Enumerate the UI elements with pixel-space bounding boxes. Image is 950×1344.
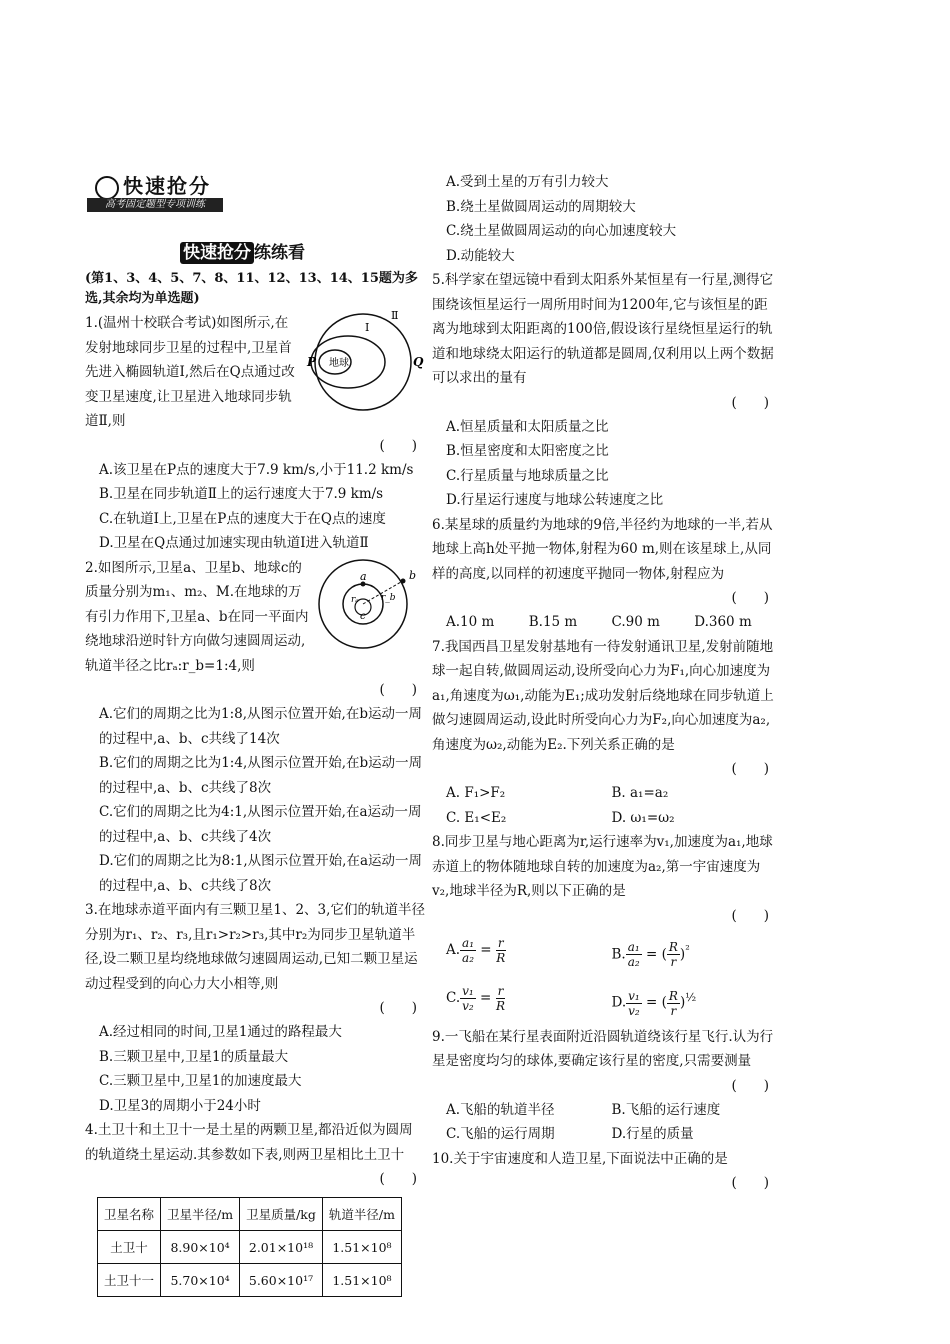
option-d: D. $\frac{\text{v₁}}{\text{v₂}}$ = ( $\frac{R}{r})^{\frac{1}{2}}$ [611,988,697,1018]
answer-paren: ( ) [379,1000,417,1016]
exponent: ½ [685,991,697,1004]
option-a: A.经过相同的时间,卫星1通过的路程最大 [99,1024,342,1040]
option-b: B.卫星在同步轨道Ⅱ上的运行速度大于7.9 km/s [99,486,384,502]
answer-paren: ( ) [731,1175,769,1191]
table-header-row [98,1198,402,1231]
table-cell: 5.70×10⁴ [161,1264,240,1297]
numerator: r [497,984,504,998]
answer-paren: ( ) [379,437,417,454]
question-8 [432,830,777,1025]
table-cell: 8.90×10⁴ [161,1231,240,1264]
left-column [85,170,425,1297]
numerator: R [668,988,678,1003]
question-3 [85,898,425,1118]
orbit-ii-label: Ⅱ [391,309,399,322]
option-a: A.受到土星的万有引力较大 [446,174,609,190]
table-header: 卫星名称 [98,1198,161,1231]
fraction [626,940,642,969]
option-a: A.该卫星在P点的速度大于7.9 km/s,小于11.2 km/s [99,461,414,478]
answer-paren: ( ) [379,1171,417,1187]
a-label: a [360,569,367,583]
table-cell: 土卫十一 [98,1264,161,1297]
numerator: v₁ [462,984,474,998]
options-row [432,928,777,977]
option-a: A. F₁>F₂ [446,785,506,801]
subtitle-highlight: 快速抢分 [180,242,254,264]
table-header: 卫星质量/kg [240,1198,323,1231]
question-stem: 7.我国西昌卫星发射基地有一待发射通讯卫星,发射前随地球一起自转,做圆周运动,设所受向心力为F₁,向心加速度为a₁,角速度为ω₁,动能为E₁;成功发射后绕地球在同步轨道上做匀速圆周运动,设此时所受向心力为F₂,向心加速度为a₂,角速度为ω₂,动能为E₂.下列关系正确的是 [432,638,774,753]
question-9 [432,1025,777,1147]
header [85,170,425,210]
b-label: b [409,568,417,582]
option-b: B.飞船的运行速度 [611,1101,721,1118]
denominator: R [495,999,506,1013]
question-stem: 3.在地球赤道平面内有三颗卫星1、2、3,它们的轨道半径分别为r₁、r₂、r₃,且r₁>r₂>r₃,其中r₂为同步卫星轨道半径,设二颗卫星均绕地球做匀速圆周运动,已知二颗卫星运动过程受到的向心力大小相等,则 [85,902,425,992]
option-c: C.三颗卫星中,卫星1的加速度最大 [99,1073,302,1089]
orbit-diagram-1 [305,307,425,417]
option-b: B. a₁=a₂ [611,785,669,801]
numerator: a₁ [462,935,475,950]
table-row [98,1231,402,1264]
option-c: C.飞船的运行周期 [446,1126,555,1142]
option-a: A.飞船的轨道半径 [446,1101,555,1118]
options-row [432,1098,777,1123]
rb-label: r_b [381,592,396,603]
fraction [496,984,506,1013]
subtitle-rest: 练练看 [254,243,305,263]
question-stem: 10.关于宇宙速度和人造卫星,下面说法中正确的是 [432,1150,728,1167]
numerator: a₁ [627,940,640,954]
fraction [496,936,506,965]
question-stem: 1.(温州十校联合考试)如图所示,在发射地球同步卫星的过程中,卫星首先进入椭圆轨道Ⅰ,然后在Q点通过改变卫星速度,让卫星进入地球同步轨道Ⅱ,则 [85,315,295,429]
option-c: C. E₁<E₂ [446,809,507,826]
option-c: C.它们的周期之比为4:1,从图示位置开始,在a运动一周的过程中,a、b、c共线了4次 [99,804,422,845]
question-stem: 2.如图所示,卫星a、卫星b、地球c的质量分别为m₁、m₂、M.在地球的万有引力作用下,卫星a、b在同一平面内绕地球沿逆时针方向做匀速圆周运动,轨道半径之比rₐ:r_b=1:4,则 [85,559,309,674]
option-d: D.动能较大 [446,247,515,264]
answer-paren: ( ) [731,761,769,777]
answer-paren: ( ) [731,1077,769,1094]
option-b: B. $\frac{\text{a₁}}{\text{a₂}}$ = ( $\frac{R}{r})^{^2}$ [611,940,690,969]
option-c: C.行星质量与地球质量之比 [446,467,609,484]
satellite-table [97,1197,402,1297]
table-header: 轨道半径/m [322,1198,401,1231]
question-10 [432,1147,777,1196]
option-b: B.它们的周期之比为1:4,从图示位置开始,在b运动一周的过程中,a、b、c共线了8次 [99,755,423,796]
fraction [460,984,476,1013]
orbit-i-label: Ⅰ [365,321,370,334]
option-d: D.360 m [694,614,752,630]
fraction [667,940,680,969]
numerator: v₁ [628,988,640,1003]
answer-paren: ( ) [379,682,417,698]
denominator: R [496,950,506,965]
option-b: B.三颗卫星中,卫星1的质量最大 [99,1048,289,1065]
question-1 [85,311,425,556]
question-2 [85,556,425,899]
option-label: B. [611,946,626,962]
ra-label: rₐ [351,594,359,605]
options-row [432,806,777,831]
option-d: D.卫星在Q点通过加速实现由轨道Ⅰ进入轨道Ⅱ [99,535,369,551]
orbit-diagram-2 [315,552,425,652]
denominator: r [670,1003,677,1018]
option-a: A.它们的周期之比为1:8,从图示位置开始,在b运动一周的过程中,a、b、c共线了14次 [99,706,422,747]
question-6 [432,513,777,635]
option-a: A.恒星质量和太阳质量之比 [446,418,609,435]
denominator: v₂ [628,1003,640,1018]
option-a: A.10 m [446,614,495,630]
option-c: C.绕土星做圆周运动的向心加速度较大 [446,223,677,239]
option-d: D.它们的周期之比为8:1,从图示位置开始,在a运动一周的过程中,a、b、c共线了8次 [99,853,422,894]
fraction [626,989,642,1018]
instructions-note: (第1、3、4、5、7、8、11、12、13、14、15题为多选,其余均为单选题) [85,271,418,306]
table-cell: 5.60×10¹⁷ [240,1264,323,1297]
option-b: B.15 m [528,614,578,630]
question-4 [85,1118,425,1297]
question-stem: 5.科学家在望远镜中看到太阳系外某恒星有一行星,测得它围绕该恒星运行一周所用时间为1200年,它与该恒星的距离为地球到太阳距离的100倍,假设该行星绕恒星运行的轨道和地球绕太阳运行的轨道都是圆周,仅利用以上两个数据可以求出的量有 [432,272,774,386]
answer-paren: ( ) [731,907,769,924]
numerator: R [668,940,678,954]
question-stem: 6.某星球的质量约为地球的9倍,半径约为地球的一半,若从地球上高h处平抛一物体,射程为60 m,则在该星球上,从同样的高度,以同样的初速度平抛同一物体,射程应为 [432,516,773,582]
tagline: 高考固定题型专项训练 [87,198,223,212]
option-d: D.行星运行速度与地球公转速度之比 [446,492,664,508]
options-row [432,781,777,806]
question-stem: 4.土卫十和土卫十一是土星的两颗卫星,都沿近似为圆周的轨道绕土星运动.其参数如下表,则两卫星相比土卫十 [85,1122,413,1163]
option-c: C.在轨道Ⅰ上,卫星在P点的速度大于在Q点的速度 [99,510,386,527]
answer-paren: ( ) [731,394,769,411]
question-stem: 9.一飞船在某行星表面附近沿圆轨道绕该行星飞行.认为行星是密度均匀的球体,要确定该行星的密度,只需要测量 [432,1028,774,1069]
option-c: C.90 m [611,614,660,630]
options-row [432,610,777,635]
denominator: a₂ [462,950,475,965]
option-d: D.行星的质量 [611,1126,694,1142]
option-label: D. [611,994,627,1011]
options-row [432,976,777,1025]
question-4-options [432,170,777,268]
numerator: r [497,935,504,950]
option-b: B.绕土星做圆周运动的周期较大 [446,198,636,215]
table-cell: 1.51×10⁸ [322,1231,401,1264]
option-d: D. ω₁=ω₂ [611,809,675,826]
question-5 [432,268,777,513]
denominator: v₂ [462,999,474,1013]
earth-label: 地球 [329,358,349,369]
q-label: Q [413,355,424,369]
option-label: C. [446,990,461,1006]
option-a: A. $\frac{\text{a₁}}{\text{a₂}}$ = $\frac{r}{R}$ [446,935,506,965]
logo [95,170,211,200]
options-row [432,1122,777,1147]
question-stem: 8.同步卫星与地心距离为r,运行速率为v₁,加速度为a₁,地球赤道上的物体随地球自转的加速度为a₂,第一宇宙速度为v₂,地球半径为R,则以下正确的是 [432,834,773,899]
option-c: C. $\frac{\text{v₁}}{\text{v₂}}$ = $\frac{r}{R}$ [446,984,506,1013]
table-header: 卫星半径/m [161,1198,240,1231]
answer-paren: ( ) [731,590,769,606]
section-subtitle [180,238,425,263]
table-cell: 2.01×10¹⁸ [240,1231,323,1264]
table-cell: 土卫十 [98,1231,161,1264]
denominator: a₂ [627,955,640,969]
right-column [432,170,777,1195]
option-d: D.卫星3的周期小于24小时 [99,1097,261,1114]
denominator: r [670,955,677,969]
question-7 [432,635,777,831]
p-label: P [307,355,317,369]
seal-icon [95,176,119,200]
fraction [460,936,476,965]
logo-text: 快速抢分 [123,174,211,198]
option-label: A. [446,941,461,958]
table-row [98,1264,402,1297]
exponent: ² [685,942,690,956]
option-b: B.恒星密度和太阳密度之比 [446,443,609,459]
table-cell: 1.51×10⁸ [322,1264,401,1297]
c-label: c [360,610,366,622]
fraction [667,989,680,1018]
